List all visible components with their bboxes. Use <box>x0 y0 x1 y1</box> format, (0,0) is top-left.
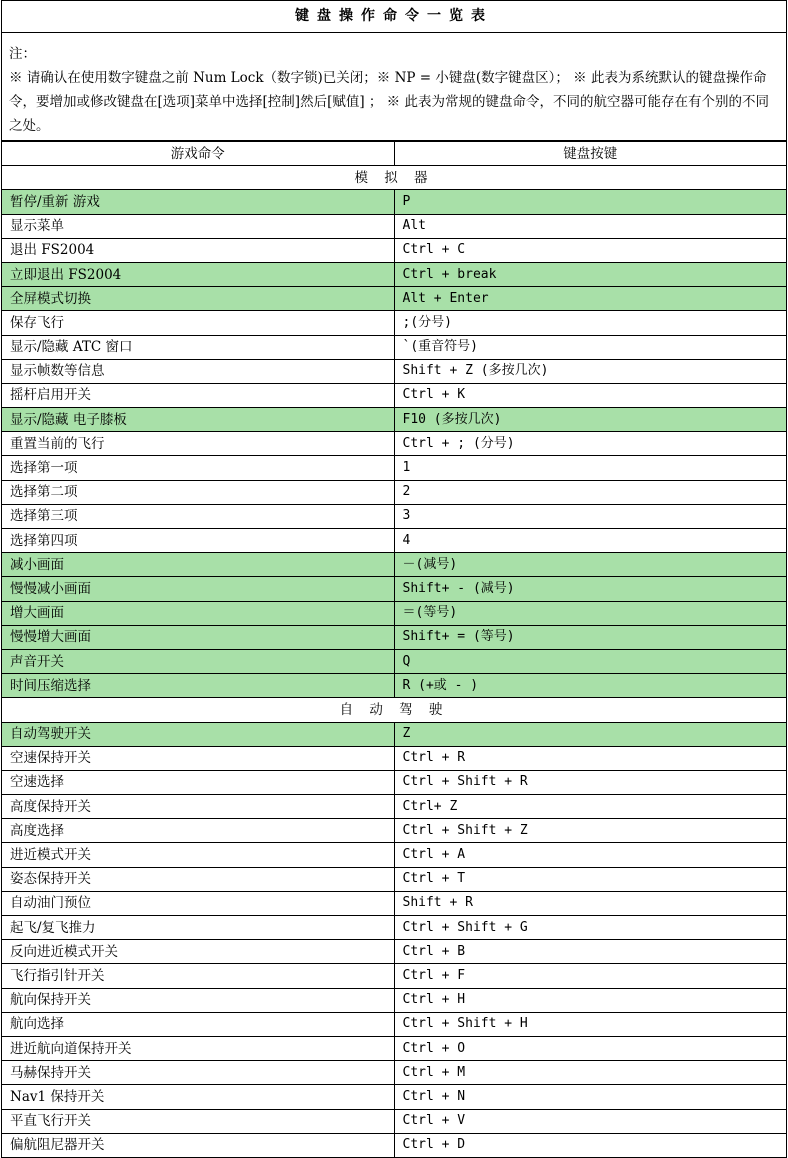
document-page <box>1 0 787 1158</box>
table-row <box>2 1036 786 1060</box>
key-cell: ;(分号) <box>394 311 786 335</box>
command-cell: 时间压缩选择 <box>2 674 394 698</box>
table-row <box>2 674 786 698</box>
command-cell: 声音开关 <box>2 649 394 673</box>
key-cell: Ctrl + Shift + R <box>394 770 786 794</box>
key-cell: Ctrl + T <box>394 867 786 891</box>
command-cell: 摇杆启用开关 <box>2 383 394 407</box>
key-cell: Shift+ - (减号) <box>394 577 786 601</box>
table-row <box>2 649 786 673</box>
table-row <box>2 746 786 770</box>
key-cell: Ctrl + V <box>394 1109 786 1133</box>
table-row <box>2 287 786 311</box>
section-header-row <box>2 698 786 722</box>
key-cell: Ctrl + Shift + Z <box>394 819 786 843</box>
key-cell: Ctrl+ Z <box>394 795 786 819</box>
shortcut-table <box>2 141 786 1158</box>
command-cell: 重置当前的飞行 <box>2 432 394 456</box>
table-header-row <box>2 142 786 166</box>
table-row <box>2 625 786 649</box>
command-cell: 显示菜单 <box>2 214 394 238</box>
table-row <box>2 1133 786 1157</box>
table-row <box>2 529 786 553</box>
table-row <box>2 1109 786 1133</box>
key-cell: Q <box>394 649 786 673</box>
key-cell: F10 (多按几次) <box>394 408 786 432</box>
table-row <box>2 190 786 214</box>
command-cell: 选择第一项 <box>2 456 394 480</box>
command-cell: 增大画面 <box>2 601 394 625</box>
command-cell: 航向选择 <box>2 1012 394 1036</box>
table-row <box>2 770 786 794</box>
command-cell: 反向进近模式开关 <box>2 940 394 964</box>
command-cell: 慢慢减小画面 <box>2 577 394 601</box>
key-cell: 3 <box>394 504 786 528</box>
table-row <box>2 359 786 383</box>
key-cell: Ctrl + H <box>394 988 786 1012</box>
section-header-row <box>2 166 786 190</box>
key-cell: ＝(等号) <box>394 601 786 625</box>
key-cell: 2 <box>394 480 786 504</box>
table-row <box>2 964 786 988</box>
table-row <box>2 988 786 1012</box>
command-cell: 自动驾驶开关 <box>2 722 394 746</box>
table-row <box>2 408 786 432</box>
shortcut-table-body <box>2 142 786 1158</box>
command-cell: 减小画面 <box>2 553 394 577</box>
command-cell: 高度选择 <box>2 819 394 843</box>
command-cell: 选择第二项 <box>2 480 394 504</box>
command-cell: 马赫保持开关 <box>2 1061 394 1085</box>
key-cell: Z <box>394 722 786 746</box>
page-title: 键盘操作命令一览表 <box>2 0 786 33</box>
key-cell: R (+或 - ) <box>394 674 786 698</box>
command-cell: 姿态保持开关 <box>2 867 394 891</box>
table-row <box>2 238 786 262</box>
note-block <box>2 33 786 141</box>
command-cell: Nav1 保持开关 <box>2 1085 394 1109</box>
key-cell: Shift + R <box>394 891 786 915</box>
command-cell: 起飞/复飞推力 <box>2 916 394 940</box>
key-cell: －(减号) <box>394 553 786 577</box>
table-row <box>2 819 786 843</box>
command-cell: 自动油门预位 <box>2 891 394 915</box>
command-cell: 航向保持开关 <box>2 988 394 1012</box>
command-cell: 偏航阻尼器开关 <box>2 1133 394 1157</box>
key-cell: P <box>394 190 786 214</box>
key-cell: Ctrl + A <box>394 843 786 867</box>
key-cell: 4 <box>394 529 786 553</box>
command-cell: 选择第三项 <box>2 504 394 528</box>
key-cell: Ctrl + K <box>394 383 786 407</box>
command-cell: 进近航向道保持开关 <box>2 1036 394 1060</box>
table-row <box>2 577 786 601</box>
key-cell: `(重音符号) <box>394 335 786 359</box>
key-cell: Ctrl + O <box>394 1036 786 1060</box>
table-row <box>2 432 786 456</box>
command-cell: 显示帧数等信息 <box>2 359 394 383</box>
note-label: 注： <box>9 46 36 62</box>
command-cell: 飞行指引针开关 <box>2 964 394 988</box>
key-cell: 1 <box>394 456 786 480</box>
table-row <box>2 553 786 577</box>
table-row <box>2 601 786 625</box>
key-cell: Ctrl + Shift + H <box>394 1012 786 1036</box>
table-row <box>2 480 786 504</box>
section-title: 模 拟 器 <box>2 166 786 190</box>
key-cell: Alt + Enter <box>394 287 786 311</box>
note-text: ※ 请确认在使用数字键盘之前 Num Lock（数字锁)已关闭；※ NP = 小键盘(数字键盘区）； ※ 此表为系统默认的键盘操作命令，要增加或修改键盘在[选项]菜单中选择[控制]然后[赋值] ； ※ 此表为常规的键盘命令，不同的航空器可能存在有个别的不同之处。 <box>9 70 769 134</box>
command-cell: 显示/隐藏 ATC 窗口 <box>2 335 394 359</box>
table-row <box>2 456 786 480</box>
table-row <box>2 311 786 335</box>
key-cell: Shift+ = (等号) <box>394 625 786 649</box>
key-cell: Ctrl + C <box>394 238 786 262</box>
command-cell: 全屏模式切换 <box>2 287 394 311</box>
table-row <box>2 916 786 940</box>
command-cell: 退出 FS2004 <box>2 238 394 262</box>
command-cell: 平直飞行开关 <box>2 1109 394 1133</box>
key-cell: Ctrl + ; (分号) <box>394 432 786 456</box>
command-cell: 进近模式开关 <box>2 843 394 867</box>
table-row <box>2 214 786 238</box>
key-cell: Ctrl + R <box>394 746 786 770</box>
command-cell: 选择第四项 <box>2 529 394 553</box>
key-cell: Ctrl + M <box>394 1061 786 1085</box>
key-cell: Alt <box>394 214 786 238</box>
table-row <box>2 1012 786 1036</box>
command-cell: 显示/隐藏 电子膝板 <box>2 408 394 432</box>
table-row <box>2 335 786 359</box>
section-title: 自 动 驾 驶 <box>2 698 786 722</box>
key-cell: Ctrl + D <box>394 1133 786 1157</box>
command-cell: 空速保持开关 <box>2 746 394 770</box>
table-row <box>2 1085 786 1109</box>
table-row <box>2 940 786 964</box>
table-row <box>2 795 786 819</box>
command-cell: 立即退出 FS2004 <box>2 262 394 286</box>
table-row <box>2 383 786 407</box>
key-cell: Ctrl + B <box>394 940 786 964</box>
table-row <box>2 1061 786 1085</box>
column-header-command: 游戏命令 <box>2 142 394 166</box>
column-header-key: 键盘按键 <box>394 142 786 166</box>
command-cell: 保存飞行 <box>2 311 394 335</box>
command-cell: 空速选择 <box>2 770 394 794</box>
key-cell: Ctrl + Shift + G <box>394 916 786 940</box>
table-row <box>2 262 786 286</box>
table-row <box>2 843 786 867</box>
table-row <box>2 867 786 891</box>
key-cell: Shift + Z (多按几次) <box>394 359 786 383</box>
command-cell: 高度保持开关 <box>2 795 394 819</box>
key-cell: Ctrl + N <box>394 1085 786 1109</box>
table-row <box>2 722 786 746</box>
key-cell: Ctrl + F <box>394 964 786 988</box>
table-row <box>2 504 786 528</box>
key-cell: Ctrl + break <box>394 262 786 286</box>
command-cell: 慢慢增大画面 <box>2 625 394 649</box>
table-row <box>2 891 786 915</box>
command-cell: 暂停/重新 游戏 <box>2 190 394 214</box>
